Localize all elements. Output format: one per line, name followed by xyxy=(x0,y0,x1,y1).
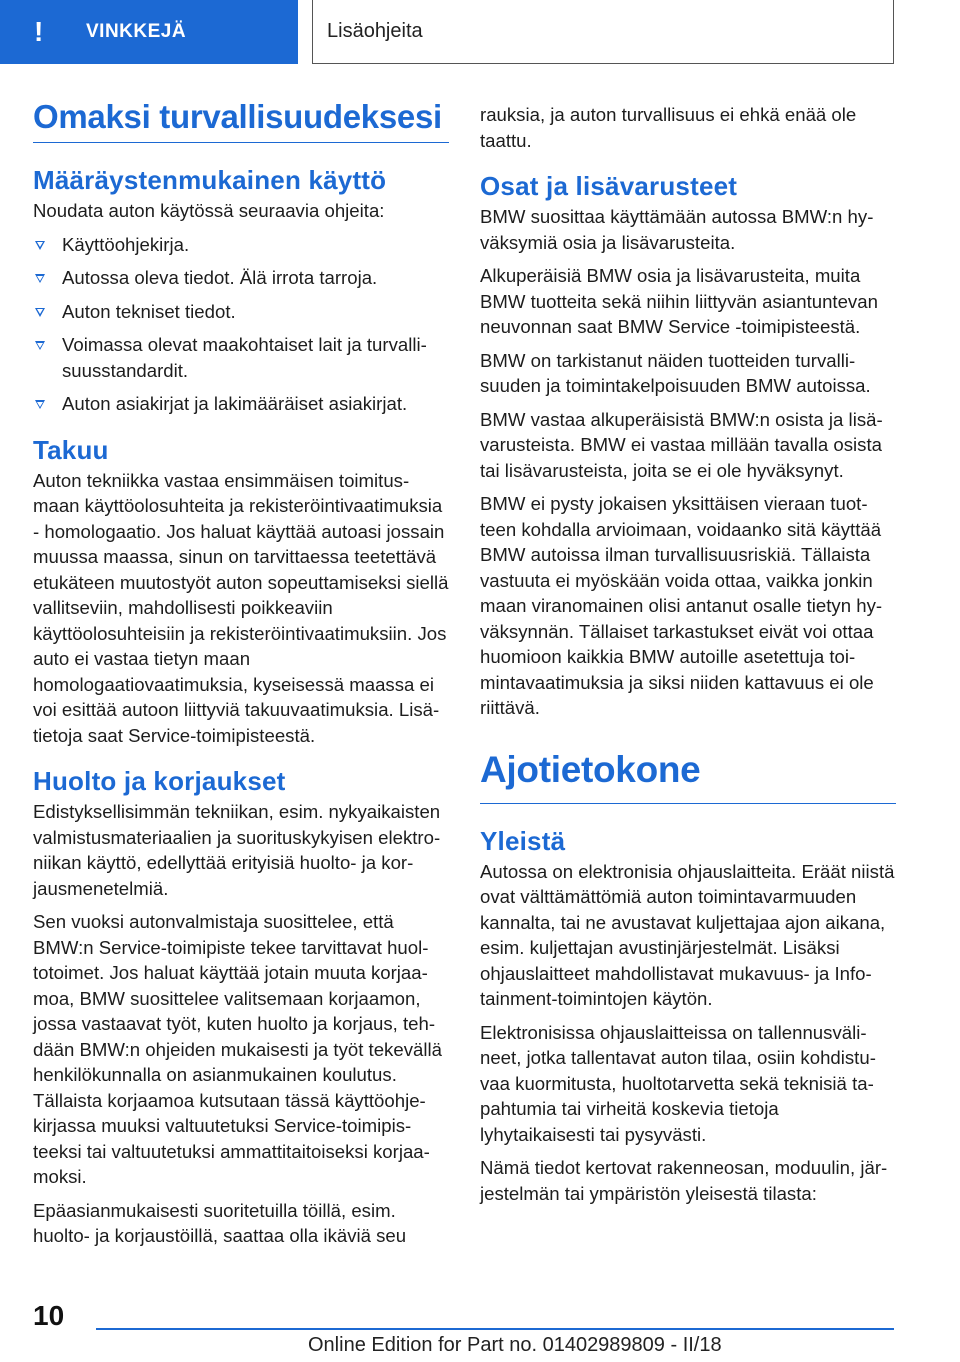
chapter-label: VINKKEJÄ xyxy=(86,21,187,42)
paragraph: Noudata auton käytössä seuraavia ohjeita: xyxy=(33,200,385,221)
heading-warranty: Takuu xyxy=(33,434,109,465)
left-column xyxy=(33,98,449,1257)
header-section-box xyxy=(312,0,894,64)
heading-general: Yleistä xyxy=(480,825,566,856)
paragraph: Auton tekniikka vastaa ensimmäisen toimitusmaan käyttöolosuhteita ja rekisteröintivaatimuksia - homologaatio. Jos haluat käyttää autoasi jossain muussa maassa, sinun on tarvittaessa teetettävä etukäteen muutostyöt auton sopeuttamiseksi siellä vallitseviin, mahdollisesti poikkeaviin käyttöolosuhteisiin ja rekisteröintivaatimuksiin. Jos auto ei vastaa tietyn maan homologaatiovaatimuksia, kyseisessä maassa ei voi esittää autoon liittyviä takuuvaatimuksia. Lisätietoja saat Service-toimipisteestä. xyxy=(33,469,449,746)
triangle-bullet-icon xyxy=(35,241,45,250)
exclamation-icon: ! xyxy=(34,16,44,47)
edition-info: Online Edition for Part no. 01402989809 - II/18 xyxy=(308,1334,722,1356)
list-item: Auton tekniset tiedot. xyxy=(33,299,449,325)
paragraph: Edistyksellisimmän tekniikan, esim. nykyaikaisten valmistusmateriaalien ja suorituskykyisen elektroniikan käyttö, edellyttää erityisiä huolto- ja korjausmenetelmiä. xyxy=(33,801,441,899)
heading-parts-accessories: Osat ja lisävarusteet xyxy=(480,171,738,201)
list-item: Käyttöohjekirja. xyxy=(33,232,449,258)
heading-intended-use: Määräystenmukainen käyttö xyxy=(33,165,387,195)
paragraph: BMW suosittaa käyttämään autossa BMW:n hyväksymiä osia ja lisävarusteita. xyxy=(480,206,874,253)
paragraph: Autossa on elektronisia ohjauslaitteita. Eräät niistä ovat välttämättömiä auton toimintavarmuuden kannalta, tai ne avustavat kuljettajaa ajon aikana, esim. kuljettajan avustinjärjestelmät. Lisäksi ohjauslaitteet mahdollistavat mukavuus- ja Infotainment-toimintojen käytön. xyxy=(480,860,895,1009)
section-title-trip-computer: Ajotietokone xyxy=(480,749,896,804)
section-label: Lisäohjeita xyxy=(327,20,423,42)
list-item: Voimassa olevat maakohtaiset lait ja turvallisuusstandardit. xyxy=(33,332,449,383)
triangle-bullet-icon xyxy=(35,341,45,350)
paragraph: Epäasianmukaisesti suoritetuilla töillä, esim. huolto- ja korjaustöillä, saattaa olla ikäviä seu xyxy=(33,1199,407,1246)
paragraph: BMW on tarkistanut näiden tuotteiden turvallisuuden ja toimintakelpoisuuden BMW autoissa. xyxy=(480,349,871,396)
page-number: 10 xyxy=(33,1300,65,1331)
paragraph: Alkuperäisiä BMW osia ja lisävarusteita, muita BMW tuotteita sekä niihin liittyvän asiantuntevan neuvonnan saat BMW Service -toimipisteestä. xyxy=(480,265,878,337)
paragraph: Nämä tiedot kertovat rakenneosan, moduulin, järjestelmän tai ympäristön yleisestä tilasta: xyxy=(480,1157,888,1204)
triangle-bullet-icon xyxy=(35,274,45,283)
list-item: Autossa oleva tiedot. Älä irrota tarroja. xyxy=(33,265,449,291)
header-chapter-tab xyxy=(0,0,298,64)
paragraph: BMW vastaa alkuperäisistä BMW:n osista ja lisävarusteista. BMW ei vastaa millään tavalla osista tai lisävarusteista, joita se ei ole hyväksynyt. xyxy=(480,408,883,481)
page-title: Omaksi turvallisuudeksesi xyxy=(33,98,449,143)
footer-divider xyxy=(96,1328,894,1330)
right-column xyxy=(480,102,896,1214)
paragraph: Elektronisissa ohjauslaitteissa on tallennusvälineet, jotka tallentavat auton tilaa, osiin kohdistuvaa kuormitusta, huoltotarvetta sekä teknisiä tapahtumia tai virheitä koskevia tietoja lyhytaikaisesti tai pysyvästi. xyxy=(480,1021,876,1145)
heading-service-repairs: Huolto ja korjaukset xyxy=(33,766,286,796)
paragraph: rauksia, ja auton turvallisuus ei ehkä enää ole taattu. xyxy=(480,104,857,151)
instruction-list xyxy=(33,232,449,417)
list-item: Auton asiakirjat ja lakimääräiset asiakirjat. xyxy=(33,391,449,417)
paragraph: Sen vuoksi autonvalmistaja suosittelee, että BMW:n Service-toimipiste tekee tarvittavat huoltotoimet. Jos haluat käyttää jotain muuta korjaamoa, BMW suosittelee valitsemaan korjaamon, jossa vastaavat työt, kuten huolto ja korjaus, tehdään BMW:n ohjeiden mukaisesti ja työt tekevällä henkilökunnalla on asianmukainen koulutus. Tällaista korjaamoa kutsutaan tässä käyttöohjekirjassa muuksi valtuutetuksi Service-toimipisteeksi tai valtuutetuksi ammattitaitoiseksi korjaamoksi. xyxy=(33,911,442,1187)
triangle-bullet-icon xyxy=(35,308,45,317)
triangle-bullet-icon xyxy=(35,400,45,409)
paragraph: BMW ei pysty jokaisen yksittäisen vieraan tuotteen kohdalla arvioimaan, voidaanko sitä käyttää BMW autoissa ilman turvallisuusriskiä. Tällaista vastuuta ei myöskään voida ottaa, vaikka jonkin maan viranomainen olisi antanut osalle tietyn hyväksynnän. Tällaiset tarkastukset eivät voi ottaa huomioon kaikkia BMW autoille asetettuja toimintavaatimuksia ja siksi niiden kattavuus ei ole riittävä. xyxy=(480,493,883,718)
